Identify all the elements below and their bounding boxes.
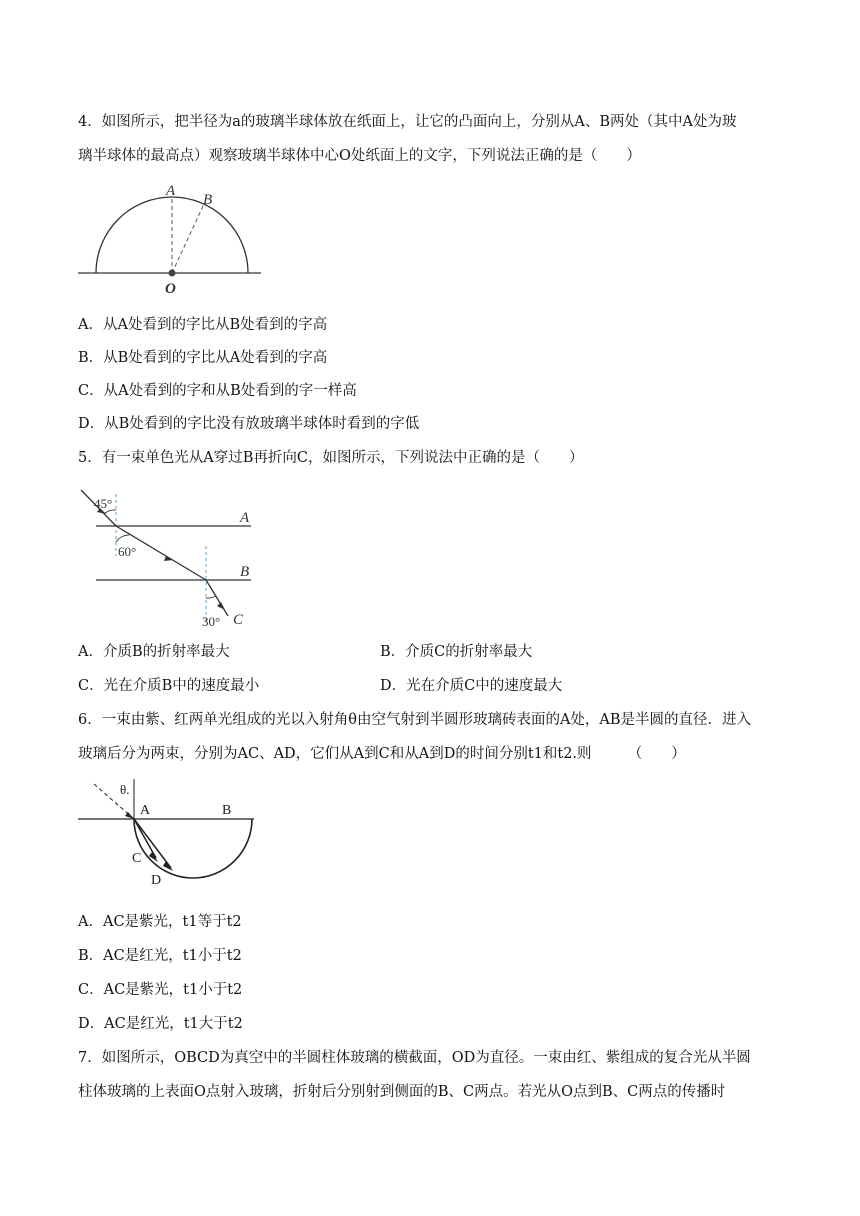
q4-stem-line1: 4．如图所示，把半径为a的玻璃半球体放在纸面上，让它的凸面向上，分别从A、B两处（其中A处为玻 xyxy=(78,114,737,130)
q4-option-c: C．从A处看到的字和从B处看到的字一样高 xyxy=(78,383,357,399)
q6-label-b: B xyxy=(222,803,232,818)
q6-option-a: A．AC是紫光，t1等于t2 xyxy=(78,914,242,930)
q6-option-c: C．AC是紫光，t1小于t2 xyxy=(78,982,243,998)
q6-label-c: C xyxy=(132,851,142,866)
q5-option-d: D．光在介质C中的速度最大 xyxy=(380,678,563,694)
q5-option-c: C．光在介质B中的速度最小 xyxy=(78,678,260,694)
q6-label-d: D xyxy=(151,873,162,888)
q5-stem: 5．有一束单色光从A穿过B再折向C，如图所示，下列说法中正确的是（ ） xyxy=(78,450,584,466)
q6-stem-line1: 6．一束由紫、红两单光组成的光以入射角θ由空气射到半圆形玻璃砖表面的A处，AB是半圆的直径．进入 xyxy=(78,712,752,728)
q4-option-d: D．从B处看到的字比没有放玻璃半球体时看到的字低 xyxy=(78,416,420,432)
q4-label-a: A xyxy=(166,183,176,199)
q5-angle-60: 60° xyxy=(118,544,137,559)
q7-stem-line2: 柱体玻璃的上表面O点射入玻璃，折射后分别射到侧面的B、C两点。若光从O点到B、C两点的传播时 xyxy=(78,1084,726,1100)
q4-option-b: B．从B处看到的字比从A处看到的字高 xyxy=(78,350,328,366)
q4-hemisphere-figure xyxy=(76,178,276,298)
q4-label-b: B xyxy=(203,192,213,208)
q6-label-theta: θ. xyxy=(120,782,130,797)
q6-label-a: A xyxy=(140,803,151,818)
q6-option-b: B．AC是红光，t1小于t2 xyxy=(78,948,242,964)
q5-option-b: B．介质C的折射率最大 xyxy=(380,644,533,660)
q5-angle-30: 30° xyxy=(202,614,221,629)
q4-stem-line2: 璃半球体的最高点）观察玻璃半球体中心O处纸面上的文字，下列说法正确的是（ ） xyxy=(78,148,641,164)
q6-stem-line2: 玻璃后分为两束，分别为AC、AD，它们从A到C和从A到D的时间分别t1和t2.则 （ ） xyxy=(78,746,686,762)
q5-option-a: A．介质B的折射率最大 xyxy=(78,644,230,660)
q5-label-c: C xyxy=(233,612,244,628)
q7-stem-line1: 7．如图所示，OBCD为真空中的半圆柱体玻璃的横截面，OD为直径。一束由红、紫组成的复合光从半圆 xyxy=(78,1050,751,1066)
q5-label-b: B xyxy=(240,564,250,580)
q4-label-o: O xyxy=(165,281,176,297)
q6-semicircle-figure xyxy=(76,774,276,894)
q5-label-a: A xyxy=(240,510,250,526)
q5-angle-45: 45° xyxy=(94,496,113,511)
q6-option-d: D．AC是红光，t1大于t2 xyxy=(78,1016,243,1032)
q5-refraction-figure xyxy=(76,484,276,634)
q4-option-a: A．从A处看到的字比从B处看到的字高 xyxy=(78,317,328,333)
